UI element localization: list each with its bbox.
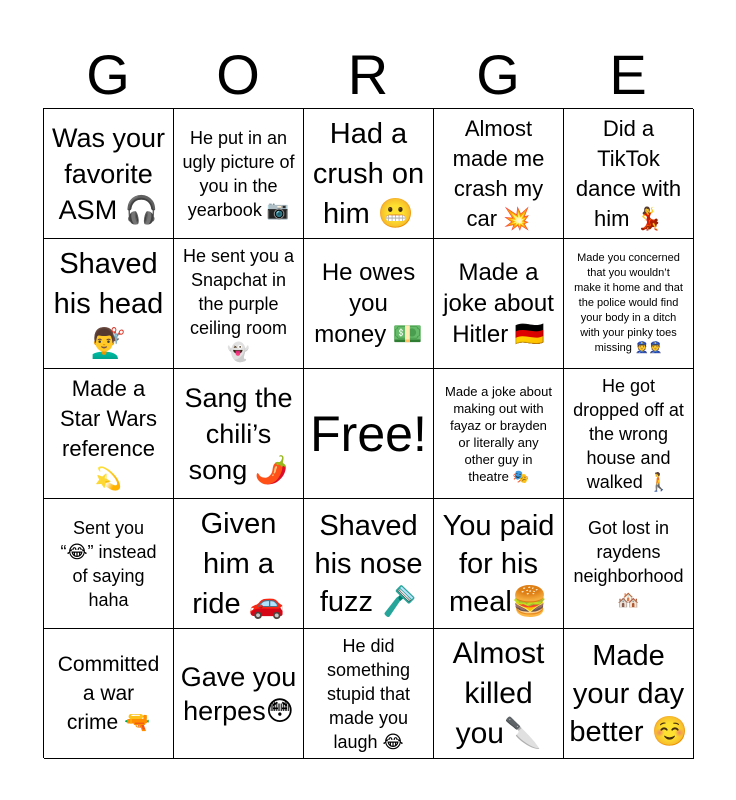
bingo-cell[interactable] <box>174 239 304 369</box>
bingo-cell[interactable] <box>434 499 564 629</box>
cell-text: Shaved his nose fuzz 🪒 <box>314 509 423 618</box>
bingo-cell[interactable] <box>174 499 304 629</box>
cell-text: Made a joke about making out with fayaz or brayden or literally any other guy in theatre 🎭 <box>445 383 552 484</box>
bingo-cell[interactable] <box>44 239 174 369</box>
bingo-cell[interactable] <box>44 499 174 629</box>
bingo-cell[interactable] <box>434 369 564 499</box>
cell-text: Sent you “😂” instead of saying haha <box>60 517 157 610</box>
cell-text: He did something stupid that made you laugh 😂 <box>326 635 411 752</box>
cell-text: Was your favorite ASM 🎧 <box>51 122 166 225</box>
bingo-cell[interactable] <box>434 629 564 759</box>
cell-text: Made you concerned that you wouldn’t make it home and that the police would find your body in a ditch with your pinky toes missing 👮👮 <box>574 252 683 354</box>
bingo-cell[interactable] <box>174 369 304 499</box>
title-letter-o: O <box>216 43 260 106</box>
cell-text: You paid for his meal🍔 <box>442 509 555 618</box>
bingo-cell[interactable] <box>304 499 434 629</box>
bingo-title <box>43 42 693 108</box>
bingo-cell[interactable] <box>564 109 694 239</box>
bingo-cell[interactable] <box>434 109 564 239</box>
bingo-cell[interactable] <box>434 239 564 369</box>
title-letter-g: G <box>86 43 130 106</box>
cell-text: Made your day better ☺️ <box>569 639 688 748</box>
bingo-cell[interactable] <box>304 109 434 239</box>
cell-text: Had a crush on him 😬 <box>312 117 425 230</box>
cell-text: Got lost in raydens neighborhood 🏘️ <box>573 517 684 610</box>
cell-text: He owes you money 💵 <box>314 259 423 348</box>
cell-text: He sent you a Snapchat in the purple ceiling room 👻 <box>182 245 295 362</box>
bingo-grid <box>43 108 693 758</box>
bingo-cell[interactable] <box>44 369 174 499</box>
cell-text: He got dropped off at the wrong house and walked 🚶 <box>573 375 684 492</box>
bingo-cell[interactable] <box>304 629 434 759</box>
bingo-cell[interactable] <box>564 499 694 629</box>
cell-text: Given him a ride 🚗 <box>192 507 285 620</box>
cell-text: Sang the chili’s song 🌶️ <box>184 382 293 485</box>
title-letter-r: R <box>347 43 389 106</box>
bingo-cell[interactable] <box>564 239 694 369</box>
cell-text: Made a joke about Hitler 🇩🇪 <box>443 259 554 348</box>
cell-text: Committed a war crime 🔫 <box>57 653 160 734</box>
bingo-cell[interactable] <box>304 239 434 369</box>
cell-text: Almost killed you🔪 <box>452 636 545 750</box>
title-letter-e: E <box>609 43 647 106</box>
cell-text: Shaved his head 💇‍♂️ <box>53 247 164 360</box>
cell-text: Almost made me crash my car 💥 <box>452 115 545 231</box>
free-space[interactable] <box>304 369 434 499</box>
cell-text: Did a TikTok dance with him 💃 <box>575 115 682 231</box>
bingo-cell[interactable] <box>174 629 304 759</box>
bingo-cell[interactable] <box>174 109 304 239</box>
bingo-cell[interactable] <box>564 369 694 499</box>
bingo-cell[interactable] <box>564 629 694 759</box>
title-letter-g2: G <box>476 43 520 106</box>
cell-text: Gave you herpes😳 <box>180 661 297 726</box>
free-space-label: Free! <box>310 405 427 462</box>
bingo-cell[interactable] <box>44 629 174 759</box>
cell-text: Made a Star Wars reference 💫 <box>60 375 157 491</box>
bingo-cell[interactable] <box>44 109 174 239</box>
cell-text: He put in an ugly picture of you in the yearbook 📷 <box>182 127 295 220</box>
